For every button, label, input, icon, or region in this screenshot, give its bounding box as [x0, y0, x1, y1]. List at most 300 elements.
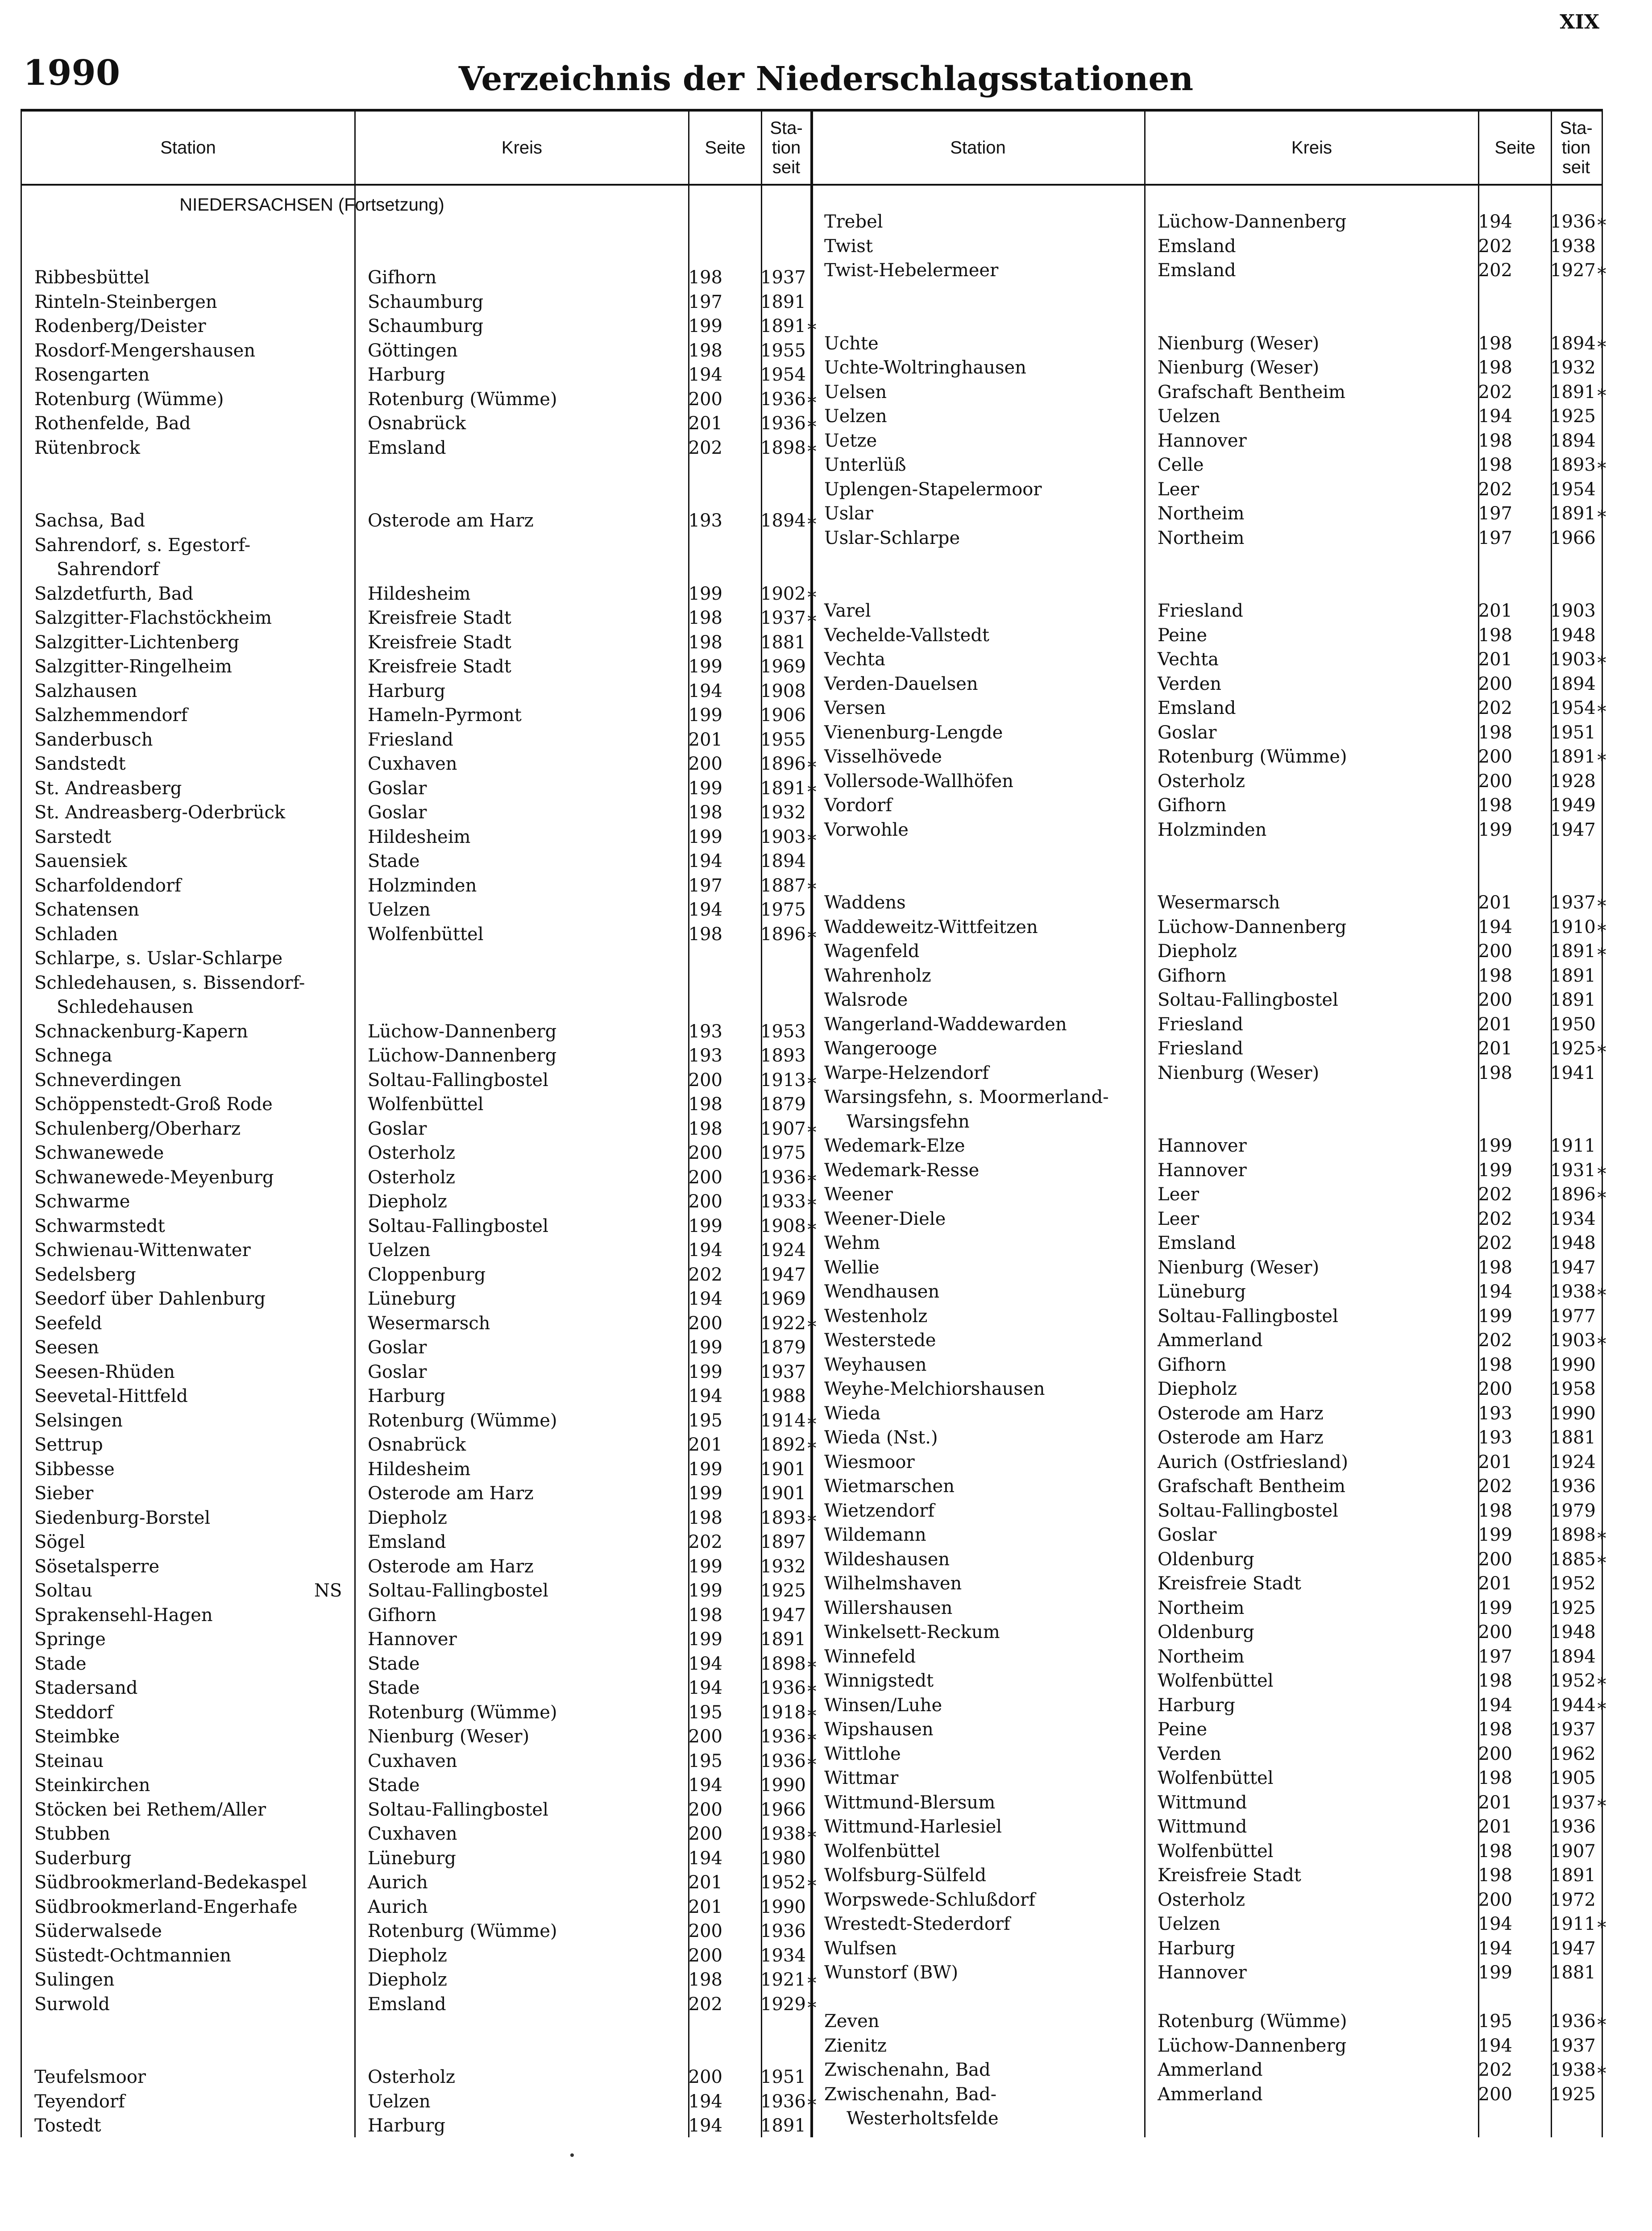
kreis-name: Northeim [1158, 527, 1245, 548]
station-year: 1950 [1550, 1014, 1596, 1035]
station-year: 1947 [1550, 1938, 1596, 1959]
station-name: Wellie [824, 1257, 880, 1278]
kreis-name: Lüneburg [368, 1848, 456, 1869]
station-name: Soltau [34, 1580, 92, 1601]
station-name: Visselhövede [824, 746, 942, 767]
seite-number: 200 [688, 1921, 722, 1941]
table-row [22, 752, 818, 776]
table-row [812, 1888, 1602, 1912]
station-year: 1891 [760, 2115, 806, 2136]
table-row [22, 2114, 812, 2138]
station-year: 1948 [1550, 625, 1596, 646]
station-year: 1911 [1550, 1136, 1596, 1156]
kreis-name: Friesland [1158, 1014, 1243, 1035]
station-year: 1925 [760, 1580, 806, 1601]
seite-number: 201 [1478, 1451, 1512, 1472]
station-year: 1948 [1550, 1233, 1596, 1253]
seite-number: 198 [1478, 1671, 1512, 1691]
seite-number: 202 [688, 1532, 722, 1552]
table-row [22, 1457, 812, 1482]
station-name: Wagenfeld [824, 941, 920, 962]
seite-number: 198 [1478, 722, 1512, 743]
station-year: 1938∗ [1550, 2060, 1608, 2080]
station-year: 1948 [1550, 1622, 1596, 1642]
seite-number: 194 [688, 1240, 722, 1261]
station-name: Warsingsfehn [847, 1111, 970, 1132]
station-name: Wrestedt-Stederdorf [824, 1914, 1010, 1934]
station-year: 1896∗ [1550, 1184, 1608, 1205]
station-year: 1947 [1550, 819, 1596, 840]
kreis-name: Cuxhaven [368, 1750, 457, 1771]
station-name: Sibbesse [34, 1459, 115, 1480]
station-year: 1936∗ [760, 413, 818, 434]
table-row [22, 1870, 818, 1895]
station-year: 1972 [1550, 1889, 1596, 1910]
table-row [22, 1700, 818, 1725]
table-row [22, 582, 818, 606]
table-row [812, 1499, 1602, 1523]
station-year: 1896∗ [760, 754, 818, 774]
kreis-name: Cloppenburg [368, 1264, 486, 1285]
kreis-name: Schaumburg [368, 291, 484, 312]
station-year: 1937 [1550, 2035, 1596, 2056]
station-year: 1908 [760, 680, 806, 701]
station-year: 1925 [1550, 2084, 1596, 2105]
seite-number: 198 [688, 267, 722, 288]
seite-number: 194 [688, 1386, 722, 1406]
seite-number: 199 [688, 778, 722, 799]
table-row [22, 241, 812, 266]
seite-number: 198 [1478, 1062, 1512, 1083]
station-year: 1925 [1550, 406, 1596, 427]
seite-number: 198 [688, 1118, 722, 1139]
station-year: 1932 [1550, 357, 1596, 378]
table-row [812, 745, 1608, 769]
station-name: Sulingen [34, 1970, 115, 1990]
station-name: Verden-Dauelsen [824, 673, 978, 694]
column-header-kreis: Kreis [501, 138, 543, 158]
table-row [812, 1012, 1602, 1037]
kreis-name: Wolfenbüttel [1158, 1768, 1274, 1788]
station-name: Siedenburg-Borstel [34, 1507, 211, 1528]
kreis-name: Goslar [368, 778, 427, 799]
seite-number: 202 [1478, 1184, 1512, 1205]
kreis-name: Kreisfreie Stadt [1158, 1865, 1301, 1886]
seite-number: 194 [688, 2115, 722, 2136]
table-row [22, 217, 812, 241]
seite-number: 200 [1478, 1743, 1512, 1764]
kreis-name: Friesland [1158, 601, 1243, 621]
kreis-name: Uelzen [368, 900, 431, 920]
kreis-name: Osterode am Harz [1158, 1403, 1324, 1424]
table-row [22, 825, 818, 850]
kreis-name: Lüneburg [1158, 1281, 1246, 1302]
kreis-name: Harburg [368, 2115, 445, 2136]
seite-number: 200 [688, 1799, 722, 1820]
table-row [22, 1141, 812, 1165]
station-year: 1897 [760, 1532, 806, 1552]
station-name: Sösetalsperre [34, 1556, 160, 1577]
seite-number: 199 [1478, 1597, 1512, 1618]
station-name: Sanderbusch [34, 729, 153, 750]
station-name: Südbrookmerland-Bedekaspel [34, 1872, 307, 1893]
table-row [812, 1645, 1602, 1669]
station-year: 1893∗ [760, 1507, 818, 1528]
station-year: 1969 [760, 656, 806, 677]
station-name: Suderburg [34, 1848, 132, 1869]
station-year: 1898∗ [1550, 1525, 1608, 1545]
station-name: Rosdorf-Mengershausen [34, 340, 256, 361]
table-row [22, 436, 818, 460]
table-row [812, 1085, 1602, 1110]
section-heading [22, 193, 812, 217]
seite-number: 200 [1478, 990, 1512, 1010]
table-row [22, 290, 812, 315]
seite-number: 195 [1478, 2011, 1512, 2032]
station-name: Uelzen [824, 406, 887, 427]
station-year: 1979 [1550, 1500, 1596, 1521]
station-name: Salzgitter-Lichtenberg [34, 632, 240, 653]
station-name: Salzhausen [34, 680, 137, 701]
seite-number: 194 [688, 2091, 722, 2112]
table-row [812, 1596, 1602, 1621]
station-year: 1891 [1550, 965, 1596, 986]
seite-number: 199 [688, 1337, 722, 1358]
station-name: Zwischenahn, Bad- [824, 2084, 997, 2105]
kreis-name: Lüchow-Dannenberg [368, 1045, 557, 1066]
kreis-name: Gifhorn [368, 1605, 437, 1626]
seite-number: 193 [1478, 1427, 1512, 1448]
station-name: Wildemann [824, 1525, 926, 1545]
station-name: Sarstedt [34, 826, 112, 847]
table-row [22, 1652, 818, 1676]
station-name: Wedemark-Elze [824, 1136, 965, 1156]
station-year: 1936∗ [1550, 211, 1608, 232]
seite-number: 202 [688, 1264, 722, 1285]
seite-number: 194 [688, 1848, 722, 1869]
seite-number: 194 [1478, 406, 1512, 427]
seite-number: 202 [1478, 260, 1512, 281]
seite-number: 200 [688, 1945, 722, 1966]
seite-number: 197 [688, 291, 722, 312]
station-name: Wunstorf (BW) [824, 1962, 959, 1983]
kreis-name: Hannover [1158, 430, 1247, 451]
seite-number: 199 [688, 656, 722, 677]
station-name: Sahrendorf, s. Egestorf- [34, 535, 251, 556]
seite-number: 200 [1478, 1622, 1512, 1642]
table-row [22, 1238, 812, 1263]
station-year: 1951 [760, 2067, 806, 2087]
table-row [812, 1280, 1608, 1304]
station-name: Rodenberg/Deister [34, 316, 206, 336]
table-row [22, 1944, 812, 1968]
table-row [812, 721, 1602, 745]
station-year: 1892∗ [760, 1435, 818, 1455]
seite-number: 195 [688, 1410, 722, 1431]
seite-number: 200 [688, 754, 722, 774]
table-row [812, 234, 1602, 259]
seite-number: 195 [688, 1750, 722, 1771]
kreis-name: Hildesheim [368, 826, 471, 847]
seite-number: 201 [1478, 1014, 1512, 1035]
station-year: 1903∗ [760, 826, 818, 847]
kreis-name: Osterholz [1158, 771, 1245, 792]
kreis-name: Hameln-Pyrmont [368, 705, 522, 726]
seite-number: 202 [1478, 382, 1512, 402]
seite-number: 202 [688, 1994, 722, 2015]
seite-number: 198 [1478, 965, 1512, 986]
table-row [22, 339, 812, 363]
kreis-name: Osnabrück [368, 1435, 466, 1455]
seite-number: 200 [1478, 771, 1512, 792]
kreis-name: Leer [1158, 1184, 1200, 1205]
seite-number: 194 [688, 1289, 722, 1309]
table-header-left [22, 112, 812, 186]
table-row [22, 655, 812, 679]
left-rows [22, 195, 818, 2138]
seite-number: 201 [688, 413, 722, 434]
kreis-name: Soltau-Fallingbostel [368, 1580, 548, 1601]
station-name: Schladen [34, 924, 118, 945]
seite-number: 193 [688, 1045, 722, 1066]
table-row [22, 1992, 818, 2017]
table-row [22, 1530, 812, 1555]
kreis-name: Emsland [368, 437, 446, 458]
table-row [812, 1985, 1602, 2010]
station-name: Uchte-Woltringhausen [824, 357, 1026, 378]
station-name: Stöcken bei Rethem/Aller [34, 1799, 266, 1820]
station-year: 1908∗ [760, 1215, 818, 1236]
station-name: Vienenburg-Lengde [824, 722, 1003, 743]
seite-number: 200 [688, 1070, 722, 1091]
station-name: Winnefeld [824, 1646, 916, 1667]
kreis-name: Wolfenbüttel [368, 1094, 484, 1115]
station-year: 1933∗ [760, 1191, 818, 1212]
seite-number: 194 [688, 1775, 722, 1796]
kreis-name: Osterode am Harz [368, 1483, 534, 1504]
station-year: 1975 [760, 1143, 806, 1163]
table-row [22, 630, 812, 655]
station-name: Walsrode [824, 990, 908, 1010]
kreis-name: Kreisfreie Stadt [368, 632, 511, 653]
seite-number: 201 [688, 1896, 722, 1917]
station-year: 1894∗ [760, 510, 818, 531]
station-name: Schnega [34, 1045, 112, 1066]
station-name: Vollersode-Wallhöfen [824, 771, 1014, 792]
seite-number: 202 [1478, 236, 1512, 257]
kreis-name: Stade [368, 851, 420, 871]
station-name: Schwarmstedt [34, 1215, 165, 1236]
station-name: Weyhausen [824, 1354, 927, 1375]
seite-number: 201 [688, 729, 722, 750]
table-row [812, 1547, 1608, 1572]
table-row [22, 1384, 812, 1409]
table-row [22, 1895, 812, 1920]
station-year: 1903∗ [1550, 1330, 1608, 1351]
station-name: Wietmarschen [824, 1476, 955, 1497]
table-row [812, 2034, 1602, 2058]
kreis-name: Osterode am Harz [368, 510, 534, 531]
station-year: 1918∗ [760, 1702, 818, 1723]
station-year: 1896∗ [760, 924, 818, 945]
column-header-seite: Seite [705, 138, 746, 158]
station-year: 1966 [760, 1799, 806, 1820]
station-name: Schneverdingen [34, 1070, 182, 1091]
kreis-name: Nienburg (Weser) [1158, 1257, 1320, 1278]
kreis-name: Hannover [368, 1629, 457, 1650]
page-title: Verzeichnis der Niederschlagsstationen [458, 60, 1194, 98]
table-row [22, 509, 818, 533]
table-row [22, 2090, 818, 2114]
kreis-name: Kreisfreie Stadt [368, 656, 511, 677]
kreis-name: Hildesheim [368, 1459, 471, 1480]
table-row [22, 1433, 818, 1457]
table-row [812, 1110, 1602, 1134]
table-row [22, 679, 812, 704]
station-year: 1936 [1550, 1476, 1596, 1497]
table-row [812, 1523, 1608, 1547]
station-name: Süderwalsede [34, 1921, 162, 1941]
seite-number: 198 [1478, 357, 1512, 378]
station-name: Rosengarten [34, 365, 150, 385]
kreis-name: Soltau-Fallingbostel [368, 1070, 548, 1091]
station-name: Tostedt [34, 2115, 101, 2136]
station-year: 1924 [1550, 1451, 1596, 1472]
station-name: Schwienau-Wittenwater [34, 1240, 251, 1261]
table-row [22, 1092, 812, 1117]
seite-number: 195 [688, 1702, 722, 1723]
table-row [812, 1474, 1602, 1499]
kreis-name: Osterode am Harz [1158, 1427, 1324, 1448]
kreis-name: Hannover [1158, 1136, 1247, 1156]
table-row [22, 1603, 812, 1628]
table-row [812, 258, 1608, 283]
station-name: Springe [34, 1629, 106, 1650]
station-name: Surwold [34, 1994, 110, 2015]
seite-number: 199 [688, 826, 722, 847]
table-row [22, 2065, 812, 2090]
seite-number: 201 [688, 1435, 722, 1455]
seite-number: 200 [1478, 2084, 1512, 2105]
station-year: 1947 [760, 1605, 806, 1626]
table-row [812, 1961, 1602, 1985]
kreis-name: Rotenburg (Wümme) [368, 389, 557, 410]
table-row [812, 575, 1602, 599]
station-name: Sandstedt [34, 754, 126, 774]
station-name: Warpe-Helzendorf [824, 1062, 989, 1083]
table-row [22, 898, 812, 922]
kreis-name: Hannover [1158, 1160, 1247, 1181]
table-row [22, 971, 812, 995]
station-name: Wieda [824, 1403, 881, 1424]
seite-number: 200 [688, 1824, 722, 1844]
station-year: 1955 [760, 340, 806, 361]
seit-line-3: seit [1562, 158, 1590, 177]
station-year: 1990 [760, 1896, 806, 1917]
table-row [22, 703, 812, 728]
station-name: Steinau [34, 1750, 104, 1771]
station-year: 1893 [760, 1045, 806, 1066]
kreis-name: Osterode am Harz [368, 1556, 534, 1577]
station-name: Selsingen [34, 1410, 123, 1431]
station-name: Wildeshausen [824, 1549, 950, 1570]
station-year: 1891 [1550, 990, 1596, 1010]
station-name: Westenholz [824, 1306, 928, 1327]
table-row [812, 1572, 1602, 1596]
kreis-name: Leer [1158, 1208, 1200, 1229]
table-row [812, 1669, 1608, 1693]
station-year: 1925 [1550, 1597, 1596, 1618]
kreis-name: Harburg [368, 365, 445, 385]
station-name: Schlarpe, s. Uslar-Schlarpe [34, 948, 283, 969]
table-row [22, 1044, 812, 1068]
seite-number: 201 [1478, 1573, 1512, 1594]
station-year: 1949 [1550, 795, 1596, 816]
station-year: 1952 [1550, 1573, 1596, 1594]
seit-line-3: seit [772, 158, 801, 177]
table-row [22, 849, 812, 874]
station-name: Rotenburg (Wümme) [34, 389, 224, 410]
station-year: 1913∗ [760, 1070, 818, 1091]
station-name: Uplengen-Stapelermoor [824, 479, 1042, 500]
seite-number: 202 [1478, 698, 1512, 718]
seite-number: 201 [688, 1872, 722, 1893]
station-name: Ribbesbüttel [34, 267, 150, 288]
station-year: 1936∗ [760, 1678, 818, 1698]
seite-number: 197 [1478, 1646, 1512, 1667]
station-name: Sahrendorf [57, 559, 159, 580]
kreis-name: Nienburg (Weser) [1158, 357, 1320, 378]
table-row [812, 988, 1602, 1012]
table-row [22, 1579, 812, 1603]
kreis-name: Soltau-Fallingbostel [1158, 990, 1338, 1010]
station-name: Seesen [34, 1337, 99, 1358]
seite-number: 199 [688, 1629, 722, 1650]
station-year: 1891 [760, 1629, 806, 1650]
station-year: 1891∗ [1550, 941, 1608, 962]
kreis-name: Kreisfreie Stadt [368, 608, 511, 628]
table-row [812, 647, 1608, 672]
kreis-name: Uelzen [368, 1240, 431, 1261]
seit-line-1: Sta- [1560, 118, 1593, 138]
column-header-seite: Seite [1494, 138, 1536, 158]
table-row [812, 1766, 1602, 1791]
kreis-name: Rotenburg (Wümme) [1158, 746, 1347, 767]
table-row [812, 1134, 1602, 1158]
table-row [22, 1676, 818, 1700]
seite-number: 201 [1478, 601, 1512, 621]
seit-line-2: tion [1561, 138, 1591, 158]
table-row [812, 842, 1602, 867]
table-row [812, 1912, 1608, 1937]
seite-number: 199 [688, 705, 722, 726]
table-row [812, 2058, 1608, 2082]
kreis-name: Osterholz [368, 1167, 455, 1188]
table-row [22, 1020, 812, 1044]
station-name: Settrup [34, 1435, 103, 1455]
seite-number: 198 [1478, 625, 1512, 646]
station-year: 1936 [1550, 1816, 1596, 1837]
kreis-name: Harburg [1158, 1938, 1235, 1959]
table-row [812, 1207, 1602, 1232]
station-name: Wittlohe [824, 1743, 901, 1764]
station-name: Twist [824, 236, 873, 257]
table-row [812, 1304, 1602, 1329]
kreis-name: Stade [368, 1678, 420, 1698]
table-row [812, 332, 1608, 356]
station-name: Schulenberg/Oberharz [34, 1118, 241, 1139]
kreis-name: Hildesheim [368, 583, 471, 604]
